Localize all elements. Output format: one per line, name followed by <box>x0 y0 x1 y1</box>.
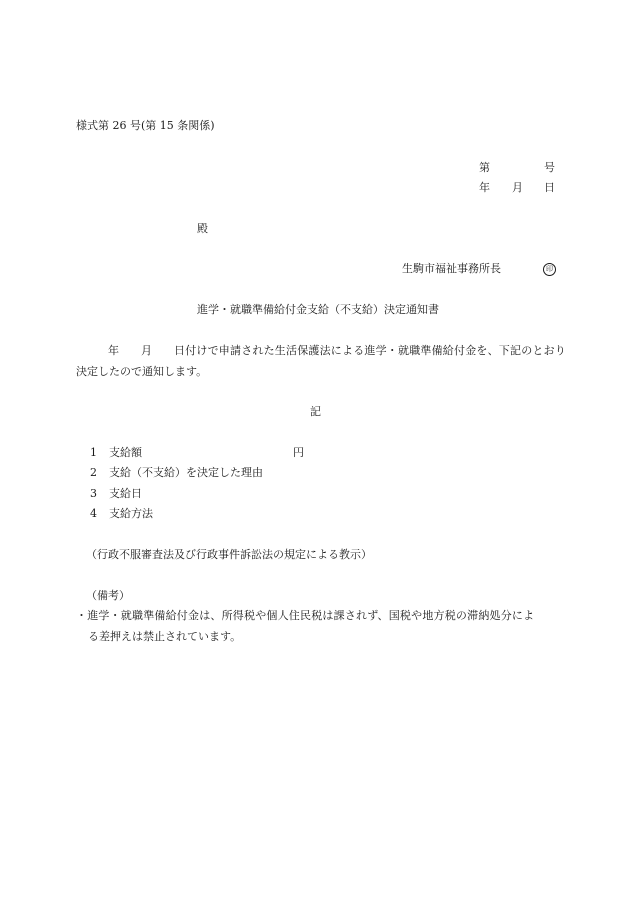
document-title: 進学・就職準備給付金支給（不支給）決定通知書 <box>197 303 439 316</box>
seal-mark <box>543 262 556 276</box>
body-month: 月 <box>141 344 152 357</box>
form-label: 様式第 26 号(第 15 条関係) <box>76 119 215 132</box>
date-day: 日 <box>544 181 555 194</box>
item-1-number: 1 <box>90 446 97 459</box>
body-year: 年 <box>108 344 119 357</box>
ki-heading: 記 <box>310 405 321 418</box>
date-month: 月 <box>512 181 523 194</box>
item-1-label: 支給額 <box>109 446 142 459</box>
issuer-name: 生駒市福祉事務所長 <box>402 262 501 275</box>
body-line-2: 決定したので通知します。 <box>76 365 208 378</box>
item-3-label: 支給日 <box>109 487 142 500</box>
date-year: 年 <box>479 181 490 194</box>
appeal-instruction: （行政不服審査法及び行政事件訴訟法の規定による教示） <box>86 548 372 561</box>
item-4-number: 4 <box>90 507 97 520</box>
body-line-1: 日付けで申請された生活保護法による進学・就職準備給付金を、下記のとおり <box>174 344 566 357</box>
item-2-number: 2 <box>90 466 97 479</box>
item-2-label: 支給（不支給）を決定した理由 <box>109 466 263 479</box>
item-4-label: 支給方法 <box>109 507 153 520</box>
addressee-suffix: 殿 <box>197 222 208 235</box>
remarks-heading: （備考） <box>86 589 130 602</box>
item-3-number: 3 <box>90 487 97 500</box>
remarks-line-1: ・進学・就職準備給付金は、所得税や個人住民税は課されず、国税や地方税の滞納処分によ <box>76 609 535 622</box>
remarks-line-2: る差押えは禁止されています。 <box>88 630 242 643</box>
seal-icon: 印 <box>543 263 556 276</box>
doc-number-suffix: 号 <box>544 161 555 174</box>
item-1-unit: 円 <box>293 446 304 459</box>
doc-number-prefix: 第 <box>479 161 490 174</box>
